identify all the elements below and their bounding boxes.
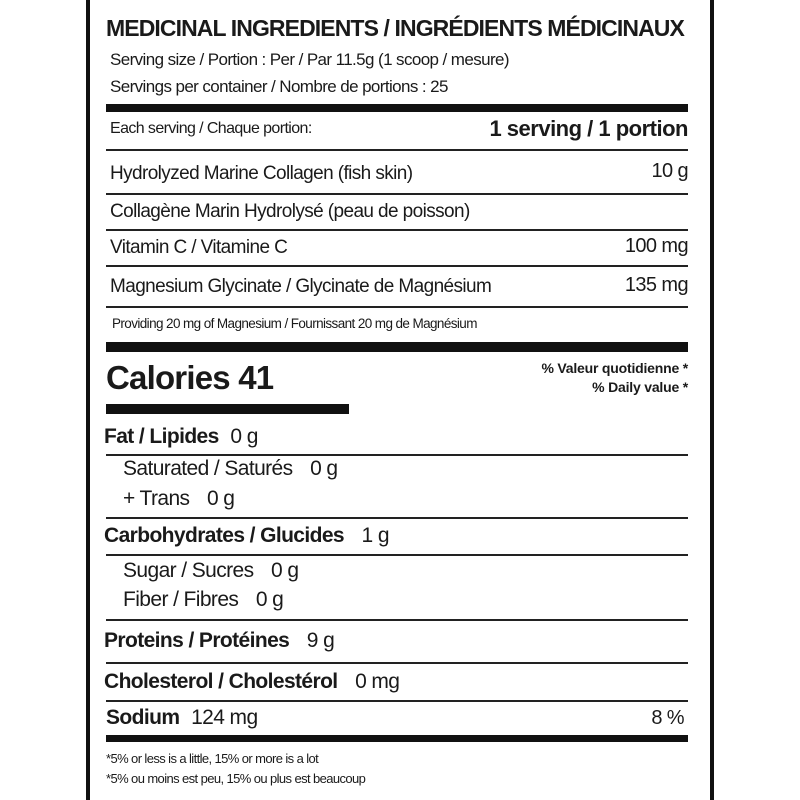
sodium-value: 124 mg [191,706,258,729]
calories-label: Calories 41 [106,359,274,396]
trans-value: 0 g [206,487,235,510]
ingredient-amount: 10 g [651,160,688,182]
ingredient-name: Magnesium Glycinate / Glycinate de Magnésium [110,276,492,297]
divider [106,193,688,195]
trans-row [123,487,234,511]
divider [106,229,688,231]
carbs-row [104,524,389,548]
sodium-daily-value: 8 % [651,707,684,729]
serving-size: Serving size / Portion : Per / Par 11.5g (1 scoop / mesure) [110,50,509,69]
fat-label: Fat / Lipides [104,425,219,448]
divider [106,517,688,519]
divider [106,700,688,702]
sodium-row [106,706,258,730]
protein-row [104,629,334,653]
thick-divider-2 [106,342,688,352]
sodium-label: Sodium [106,706,180,729]
sugar-value: 0 g [271,559,299,582]
cholesterol-value: 0 mg [355,670,400,693]
magnesium-note: Providing 20 mg of Magnesium / Fournissant 20 mg de Magnésium [112,316,477,331]
footnote-en: *5% or less is a little, 15% or more is a lot [106,751,319,766]
ingredient-name: Vitamin C / Vitamine C [110,237,288,258]
ingredient-amount: 100 mg [624,235,688,257]
each-serving-value: 1 serving / 1 portion [489,116,688,141]
divider [106,662,688,664]
saturated-row [123,457,337,481]
daily-value-fr: % Valeur quotidienne * [541,360,688,376]
carbs-value: 1 g [361,524,389,547]
ingredient-amount: 135 mg [624,274,688,296]
ingredient-name: Hydrolyzed Marine Collagen (fish skin) [110,163,413,184]
divider [106,554,688,556]
fiber-row [123,588,283,612]
protein-value: 9 g [306,629,335,652]
protein-label: Proteins / Protéines [104,629,290,652]
sugar-label: Sugar / Sucres [123,559,254,582]
divider [106,265,688,267]
trans-label: + Trans [123,487,190,510]
divider [106,619,688,621]
carbs-label: Carbohydrates / Glucides [104,524,345,547]
ingredient-name: Collagène Marin Hydrolysé (peau de poisson) [110,201,470,222]
saturated-value: 0 g [310,457,338,480]
fiber-label: Fiber / Fibres [123,588,239,611]
cholesterol-row [104,670,399,694]
fiber-value: 0 g [255,588,284,611]
sugar-row [123,559,298,583]
divider [106,306,688,308]
fat-value: 0 g [230,425,258,448]
fat-row [104,425,258,449]
medicinal-heading: MEDICINAL INGREDIENTS / INGRÉDIENTS MÉDICINAUX [106,15,684,41]
daily-value-en: % Daily value * [592,379,688,395]
footnote-fr: *5% ou moins est peu, 15% ou plus est beaucoup [106,771,366,786]
calories-underline [106,404,349,414]
thick-divider-3 [106,735,688,742]
each-serving-label: Each serving / Chaque portion: [110,120,312,137]
saturated-label: Saturated / Saturés [123,457,293,480]
divider [106,454,688,456]
servings-per-container: Servings per container / Nombre de portions : 25 [110,77,448,96]
divider [106,149,688,151]
cholesterol-label: Cholesterol / Cholestérol [104,670,338,693]
thick-divider-1 [106,104,688,112]
